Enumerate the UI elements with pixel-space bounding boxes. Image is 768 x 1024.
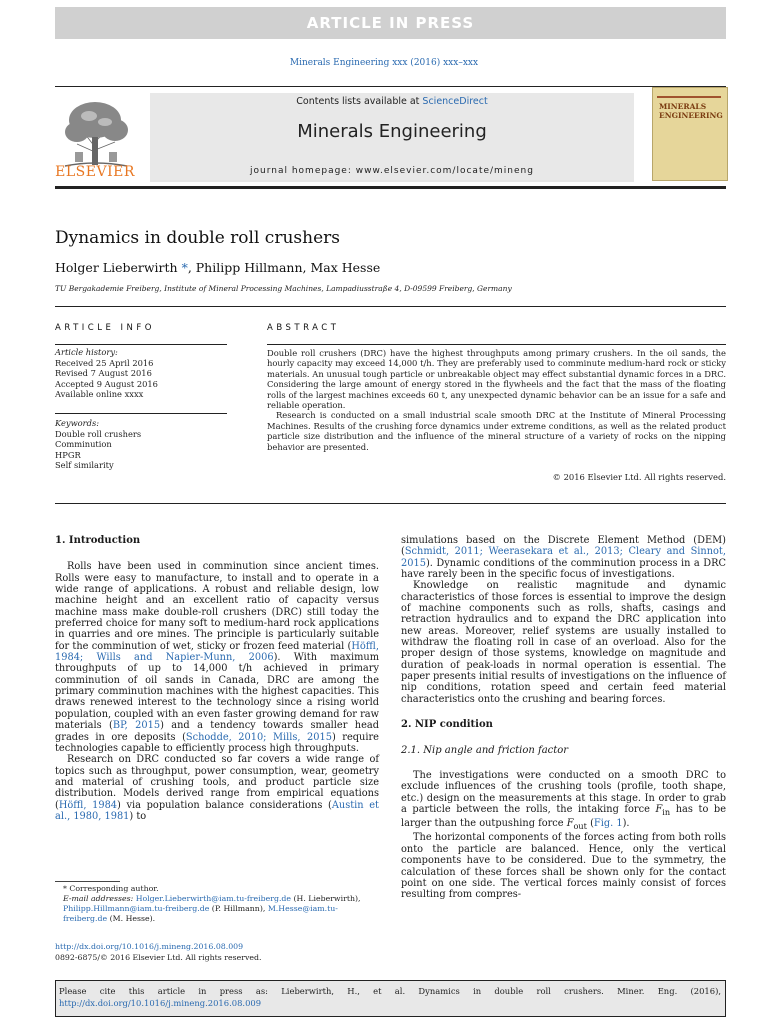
knowledge-paragraph: Knowledge on realistic magnitude and dynamic characteristics of those forces is essential to improve the design of machine components such as rolls, shafts, casings and retraction hydraulics and to expand the DRC application into new areas. Moreover, relief systems are usually installed to withdraw the floating roll in case of an overload. Also for the proper design of those systems, knowledge on magnitude and duration of peak-loads in normal operation is essential. The paper presents initial results of investigations on the influence of nip conditions, rotation speed and certain feed material characteristics onto the crushing and bearing forces. [401,580,726,705]
section-1-heading: 1. Introduction [55,535,141,546]
keyword-item: Self similarity [55,460,114,470]
revised-date: Revised 7 August 2016 [55,368,152,378]
section-2-1-heading: 2.1. Nip angle and friction factor [401,744,569,756]
author-1: Holger Lieberwirth [55,260,178,275]
article-history [55,347,227,400]
citation-box [55,980,726,1017]
text-run: simulations based on the Discrete Element Method (DEM) ( [401,535,726,558]
abstract-bottom-rule [55,503,726,504]
email-link[interactable]: M.Hesse@iam.tu-freiberg.de [63,904,338,923]
text-run: The investigations were conducted on a smooth DRC to exclude influences of the crushing tools (profile, tooth shape, etc.) design on the measurements at this stage. In order to grab a particle between the rolls, the intaking force [401,769,726,815]
article-info-heading: ARTICLE INFO [55,323,155,333]
text-run: ). Dynamic conditions of the comminution process in a DRC have rarely been in the specific focus of investigations. [401,557,726,581]
article-info-rule [55,344,227,345]
email-owner: (M. Hesse). [107,914,156,923]
body-column-right [401,535,726,901]
corresponding-author-mark[interactable]: * [177,260,188,275]
section-2-heading: 2. NIP condition [401,719,493,731]
keywords-label: Keywords: [55,418,100,428]
citation-link[interactable]: Höffl, 1984; Wills and Napier-Munn, 2006 [55,640,379,664]
abstract-paragraph-2: Research is conducted on a small industrial scale smooth DRC at the Institute of Mineral Processing Machines. Results of the crushing force dynamics under extreme conditions, as well as the related product particle size distribution and the influence of the mineral structure of a variety of rocks on the nipping behavior are presented. [267,410,726,452]
text-run: ). [622,818,630,830]
affiliation: TU Bergakademie Freiberg, Institute of Mineral Processing Machines, Lampadiusstraße 4, D-09599 Freiberg, Germany [55,284,512,293]
email-addresses [55,894,379,924]
intro-paragraph-2 [55,754,379,822]
text-run: has to be larger than the outpushing force [401,803,726,830]
abstract-heading: ABSTRACT [267,323,340,333]
citation-link[interactable]: Schmidt, 2011; Weerasekara et al., 2013; Cleary and Sinnot, 2015 [401,546,726,569]
journal-title: Minerals Engineering [297,121,487,142]
math-subscript: in [662,806,671,817]
figure-link[interactable]: Fig. 1 [593,818,623,830]
intro-paragraph-1 [55,561,379,754]
email-link[interactable]: Holger.Lieberwirth@iam.tu-freiberg.de [135,894,292,903]
article-in-press-banner: ARTICLE IN PRESS [55,7,726,39]
email-link[interactable]: Philipp.Hillmann@iam.tu-freiberg.de [63,904,210,913]
journal-cover-thumbnail [652,87,728,181]
journal-header-box [150,93,634,182]
abstract-text [267,348,726,452]
header-bottom-rule [55,186,726,189]
doi-block [55,942,261,963]
dem-paragraph [401,535,726,580]
online-date: Available online xxxx [55,389,144,399]
text-run: ). With maximum throughputs of up to 14,000 t/h achieved in primary comminution of oil sands in Canada, DRC are among the primary comminution machines with the highest capacities. This draws renewed interest to the technology since a rising world population, coupled with an even faster growing demand for raw materials ( [55,652,379,732]
citation-doi-link[interactable]: http://dx.doi.org/10.1016/j.mineng.2016.08.009 [59,998,262,1008]
text-run: Research on DRC conducted so far covers a wide range of topics such as throughput, power consumption, wear, geometry and material of crushing tools, and product particle size distribution. Models derived range from empirical equations ( [55,754,379,811]
citation-text [59,985,721,1009]
cover-title [659,102,723,120]
doi-link[interactable]: http://dx.doi.org/10.1016/j.mineng.2016.08.009 [55,942,244,951]
keywords-rule [55,413,227,414]
math-subscript: out [573,821,587,832]
keywords-block [55,418,227,471]
issn-copyright: 0892-6875/© 2016 Elsevier Ltd. All rights reserved. [55,952,262,962]
publisher-logo-text: ELSEVIER [55,164,135,180]
keyword-item: Double roll crushers [55,428,142,439]
text-run: ) require technologies capable to efficiently process high throughputs. [55,731,379,754]
email-owner: (H. Lieberwirth), [291,894,361,903]
footnote [55,884,379,924]
text-run: ) to [129,810,147,822]
cover-title-line-1: MINERALS [659,102,707,111]
footnote-rule [55,881,120,882]
contents-prefix: Contents lists available at [296,96,423,107]
contents-line [150,96,634,107]
nip-paragraph-2: The horizontal components of the forces acting from both rolls onto the particle are balanced. Hence, only the vertical components have to be considered. Due to the symmetry, the calculation of these forces shall be shown only for the contact point on one side. The vertical forces mainly consist of forces resulting from compres- [401,832,726,901]
header-top-rule [55,86,726,87]
received-date: Received 25 April 2016 [55,357,154,368]
sciencedirect-link[interactable]: ScienceDirect [422,96,488,107]
text-run: Rolls have been used in comminution since ancient times. Rolls were easy to manufacture, to install and to operate in a wide range of applications. A robust and reliable design, low machine height and an excellent ratio of capacity versus machine mass make double-roll crushers (DRC) still today the preferred choice for many soft to medium-hard rock applications in quarries and ore mines. The principle is particularly suitable for the comminution of wet, sticky or frozen feed material ( [55,561,379,652]
corresponding-author-note: * Corresponding author. [63,884,159,893]
citation-link[interactable]: Austin et al., 1980, 1981 [55,799,379,822]
journal-reference[interactable]: Minerals Engineering xxx (2016) xxx–xxx [289,58,479,68]
email-label: E-mail addresses: [63,894,136,903]
math-symbol: F [566,818,574,830]
abstract-paragraph-1: Double roll crushers (DRC) have the highest throughputs among primary crushers. In the oil sands, the hourly capacity may exceed 14,000 t/h. They are preferably used to comminute medium-hard rock or sticky materials. An unusual tough particle or unbreakable object may effect substantial dynamic forces in a DRC. Considering the large amount of energy stored in the flywheels and the fact that the mass of the floating rolls of the largest machines exceeds 60 t, any unexpected dynamic behavior can be an issue for a safe and reliable operation. [267,348,726,411]
journal-homepage[interactable]: journal homepage: www.elsevier.com/locate/mineng [250,166,534,176]
cover-strip [657,96,721,98]
text-run: ) and a tendency towards smaller head grades in ore deposits ( [55,720,379,743]
keyword-item: HPGR [55,449,81,460]
article-title: Dynamics in double roll crushers [55,228,340,248]
cover-title-line-2: ENGINEERING [659,111,723,120]
citation-prefix: Please cite this article in press as: Lieberwirth, H., et al. Dynamics in double roll crushers. Miner. Eng. (2016), [59,986,721,996]
author-list [55,260,380,275]
text-run: ) via population balance considerations ( [117,799,332,811]
math-symbol: F [655,803,663,815]
other-authors: , Philipp Hillmann, Max Hesse [187,260,381,275]
citation-link[interactable]: BP, 2015 [112,720,161,732]
email-owner: (P. Hillmann), [209,904,268,913]
history-label: Article history: [55,347,118,357]
citation-link[interactable]: Höffl, 1984 [58,799,118,811]
citation-link[interactable]: Schodde, 2010; Mills, 2015 [185,731,332,743]
nip-paragraph-1: The investigations were conducted on a smooth DRC to exclude influences of the crushing tools (profile, tooth shape, etc.) design on the measurements at this stage. In order to grab a particle between the rolls, the intaking force $F_{in}$ has to be larger than the outpushing force $F_{out}$ (Fig. 1). [401,769,726,832]
info-top-rule [55,306,726,307]
abstract-copyright: © 2016 Elsevier Ltd. All rights reserved. [552,472,726,482]
abstract-rule [267,344,726,345]
accepted-date: Accepted 9 August 2016 [55,378,158,389]
keyword-item: Comminution [55,439,112,449]
body-column-left [55,535,379,822]
